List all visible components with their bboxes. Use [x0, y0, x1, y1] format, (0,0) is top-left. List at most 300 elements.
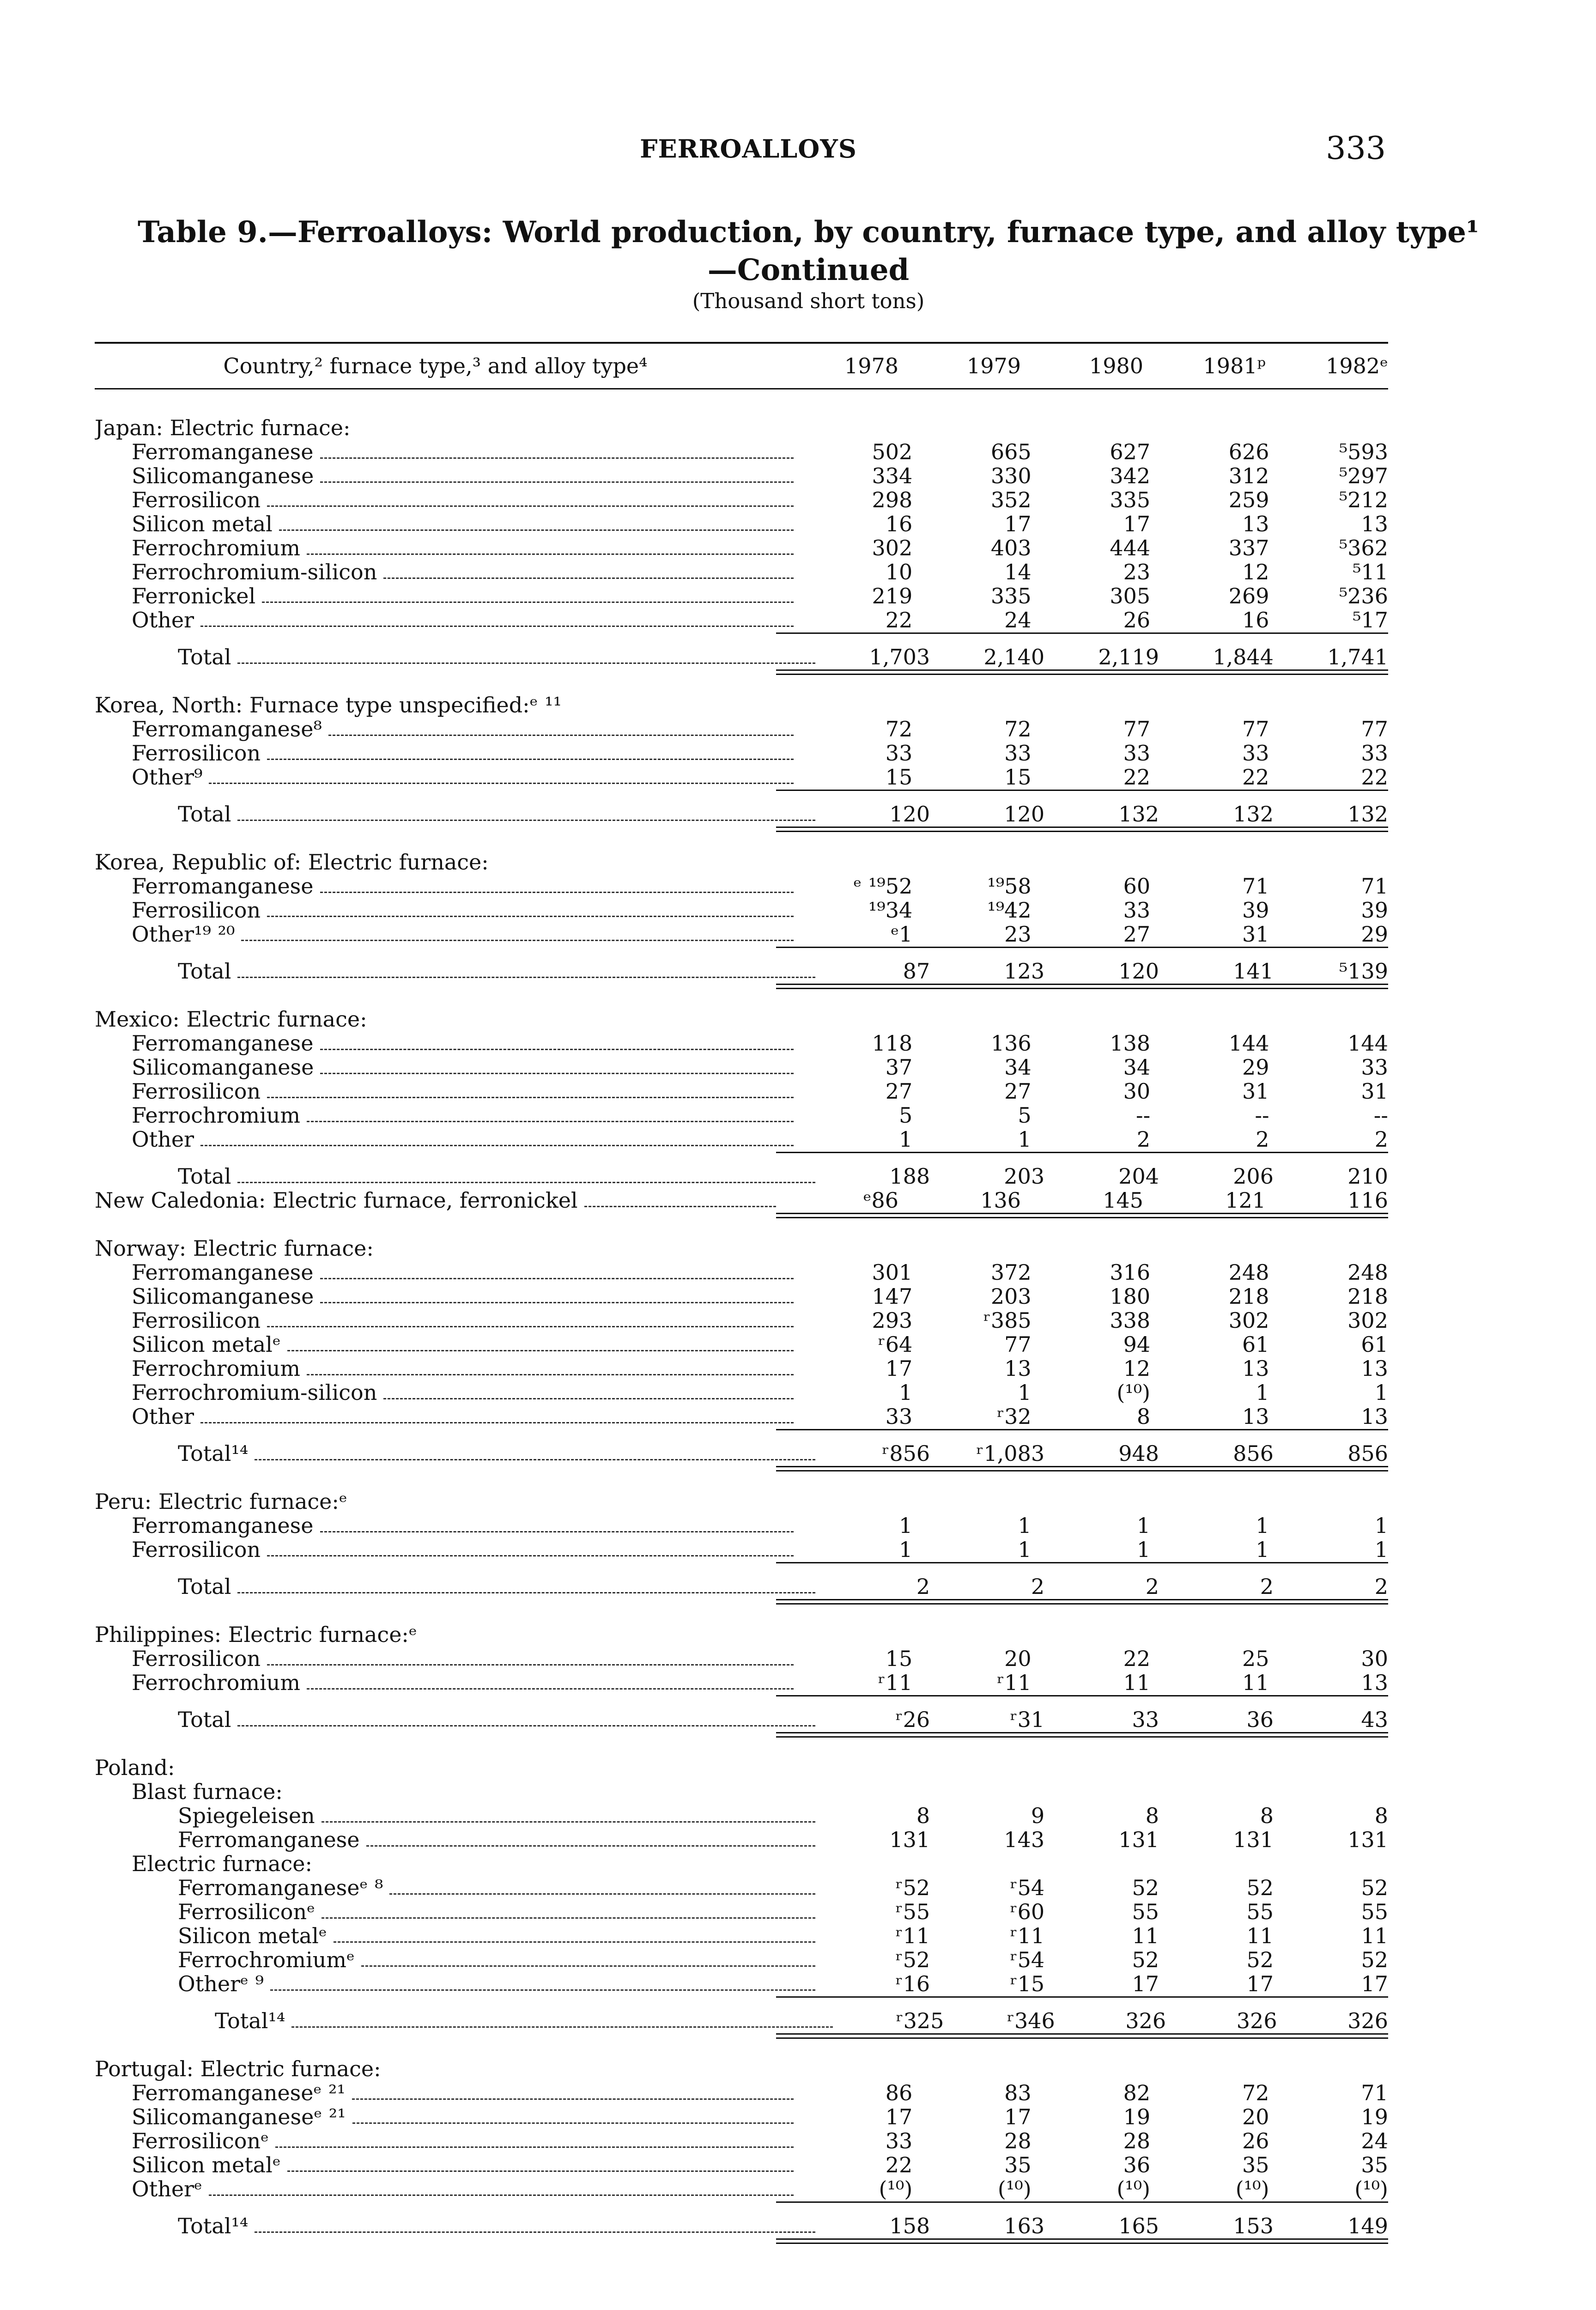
value-cell: 17: [885, 1356, 913, 1381]
value-cell: 16: [1242, 608, 1269, 632]
value-cell: 206: [1233, 1164, 1274, 1189]
table-row: [95, 1189, 1388, 1213]
total-row: [95, 2201, 1388, 2238]
value-cell: ¹⁹34: [868, 898, 913, 923]
dot-leader: [320, 892, 794, 893]
table-row: [95, 1538, 1388, 1562]
value-cell: 302: [872, 535, 913, 560]
row-label-cell: [95, 765, 794, 790]
value-cell: (¹⁰): [879, 2176, 913, 2201]
value-cell: 72: [885, 717, 913, 742]
row-label: Silicomanganese: [132, 1284, 314, 1309]
spacer: [95, 1732, 776, 1739]
value-cell: ᵉ ¹⁹52: [853, 874, 913, 899]
value-cell: 37: [885, 1055, 913, 1080]
spacer: [95, 1472, 1388, 1490]
row-label: Ferrosilicon: [132, 1308, 261, 1333]
rule-segment: [776, 1996, 1388, 1998]
rule-segment: [776, 790, 1388, 791]
value-cell: 61: [1242, 1332, 1269, 1357]
row-label: Silicomanganese: [132, 463, 314, 488]
row-label: Total: [178, 802, 231, 827]
row-label-cell: [95, 1332, 794, 1357]
total-row: [95, 790, 1388, 827]
spacer: [95, 1466, 776, 1472]
value-cell: 24: [1004, 608, 1032, 632]
table-row: [95, 1514, 1388, 1538]
total-double-rule: [95, 1732, 1388, 1739]
section-heading: Philippines: Electric furnace:ᵉ: [95, 1622, 417, 1647]
value-cell: 330: [990, 463, 1032, 488]
spacer: [95, 1213, 776, 1219]
header-year: 1981ᵖ: [1203, 353, 1266, 378]
rule-segment: [776, 2238, 1388, 2244]
row-label-cell: [95, 2008, 833, 2033]
value-cell: 52: [1132, 1947, 1159, 1972]
dot-leader: [287, 1350, 794, 1351]
dot-leader: [320, 1049, 794, 1050]
value-cell: ʳ52: [895, 1947, 930, 1972]
value-cell: 856: [1347, 1441, 1389, 1466]
value-cell: 2,140: [983, 644, 1045, 669]
section-heading-row: [95, 851, 1388, 875]
row-label-cell: [95, 535, 794, 560]
value-cell: 149: [1347, 2213, 1389, 2238]
value-cell: 9: [1031, 1803, 1045, 1828]
row-label-cell: [95, 415, 776, 440]
table-row: [95, 464, 1388, 488]
row-label-cell: [95, 1284, 794, 1309]
table-row: [95, 1924, 1388, 1948]
value-cell: 1: [899, 1537, 913, 1562]
value-cell: 301: [872, 1260, 913, 1285]
section-heading-row: [95, 1490, 1388, 1514]
value-cell: 31: [1242, 922, 1269, 947]
value-cell: 22: [1361, 765, 1388, 790]
row-label-cell: [95, 1707, 815, 1732]
value-cell: 61: [1361, 1332, 1388, 1357]
value-cell: 26: [1242, 2128, 1269, 2153]
table-row: [95, 440, 1388, 464]
value-cell: 5: [1018, 1103, 1032, 1128]
dot-leader: [209, 2194, 794, 2196]
row-label-cell: [95, 2176, 794, 2201]
row-label: Ferromanganese: [132, 439, 314, 464]
page-number: 333: [1326, 130, 1386, 167]
row-label-cell: [95, 1537, 794, 1562]
value-cell: 17: [1004, 511, 1032, 536]
value-cell: 13: [1361, 1404, 1388, 1429]
table-title: [92, 213, 1524, 289]
row-label-cell: [95, 1079, 794, 1104]
row-label-cell: [95, 1851, 794, 1876]
value-cell: 8: [1136, 1404, 1151, 1429]
value-cell: 17: [1361, 1971, 1389, 1996]
row-label: Ferrosilicon: [132, 898, 261, 923]
table-row: [95, 1972, 1388, 1996]
row-label: Otherᵉ ⁹: [178, 1971, 264, 1996]
row-label: Silicon metalᵉ: [178, 1923, 327, 1948]
table-row: [95, 2105, 1388, 2129]
row-label: Silicon metal: [132, 511, 273, 536]
dot-leader: [262, 602, 794, 603]
value-cell: 94: [1123, 1332, 1151, 1357]
value-cell: ʳ55: [895, 1899, 930, 1924]
table-row: [95, 1056, 1388, 1080]
value-cell: 219: [872, 584, 913, 608]
value-cell: 1: [1256, 1513, 1269, 1538]
value-cell: 2: [1256, 1127, 1269, 1152]
row-label-cell: [95, 2213, 815, 2238]
row-label-cell: [95, 644, 815, 669]
table-row: [95, 488, 1388, 512]
section-heading: Peru: Electric furnace:ᵉ: [95, 1489, 347, 1514]
dot-leader: [352, 2122, 794, 2124]
row-label-cell: [95, 1803, 815, 1828]
value-cell: 52: [1246, 1947, 1274, 1972]
total-row: [95, 1996, 1388, 2033]
value-cell: 121: [1225, 1188, 1266, 1213]
value-cell: 444: [1110, 535, 1151, 560]
rule-segment: [776, 1599, 1388, 1605]
value-cell: 335: [990, 584, 1032, 608]
dot-leader: [320, 1302, 794, 1303]
total-double-rule: [95, 1466, 1388, 1472]
row-label: Ferrochromium: [132, 1356, 300, 1381]
value-cell: ⁵236: [1339, 584, 1388, 608]
value-cell: 118: [872, 1031, 913, 1056]
value-cell: 136: [990, 1031, 1032, 1056]
table-row: [95, 1671, 1388, 1695]
row-label-cell: [95, 559, 794, 584]
value-cell: 120: [1004, 802, 1045, 827]
value-cell: 2: [1031, 1574, 1045, 1599]
value-cell: 158: [889, 2213, 930, 2238]
dot-leader: [320, 1278, 794, 1279]
value-cell: 19: [1361, 2104, 1388, 2129]
dot-leader: [255, 2231, 815, 2233]
table-row: [95, 1381, 1388, 1405]
dot-leader: [200, 626, 794, 627]
row-label-cell: [95, 2056, 776, 2081]
table-row: [95, 608, 1388, 632]
value-cell: 31: [1242, 1079, 1269, 1104]
dot-leader: [320, 1073, 794, 1074]
value-cell: 11: [1246, 1923, 1274, 1948]
table-title-line2: —Continued: [707, 253, 910, 287]
value-cell: 10: [885, 559, 913, 584]
value-cell: 25: [1242, 1646, 1269, 1671]
row-label-cell: [95, 1574, 815, 1599]
dot-leader: [307, 1688, 794, 1690]
value-cell: 52: [1361, 1875, 1389, 1900]
table-row: [95, 1333, 1388, 1357]
section-heading: Japan: Electric furnace:: [95, 415, 351, 440]
table-row: [95, 560, 1388, 584]
row-label-cell: [95, 2080, 794, 2105]
value-cell: ʳ16: [895, 1971, 930, 1996]
value-cell: 8: [1374, 1803, 1389, 1828]
table-row: [95, 1804, 1388, 1828]
section-heading: Korea, North: Furnace type unspecified:ᵉ ¹¹: [95, 693, 562, 717]
value-cell: --: [1373, 1103, 1388, 1128]
dot-leader: [279, 529, 794, 531]
dot-leader: [267, 505, 794, 507]
spacer: [95, 2040, 1388, 2057]
row-label-cell: [95, 1875, 815, 1900]
value-cell: 22: [1123, 1646, 1151, 1671]
row-label: Electric furnace:: [132, 1851, 313, 1876]
value-cell: 55: [1246, 1899, 1274, 1924]
row-label: New Caledonia: Electric furnace, ferronickel: [95, 1188, 578, 1213]
row-label: Ferrochromiumᵉ: [178, 1947, 355, 1972]
row-label-cell: [95, 1007, 776, 1032]
value-cell: 1: [1374, 1513, 1388, 1538]
dot-leader: [267, 1664, 794, 1666]
rule-segment: [776, 947, 1388, 948]
value-cell: 1: [1018, 1537, 1032, 1562]
value-cell: ʳ64: [878, 1332, 913, 1357]
row-label: Other¹⁹ ²⁰: [132, 922, 235, 947]
row-label-cell: [95, 1356, 794, 1381]
row-label-cell: [95, 1055, 794, 1080]
section-heading: Norway: Electric furnace:: [95, 1236, 374, 1261]
value-cell: (¹⁰): [1117, 1380, 1151, 1405]
value-cell: 33: [1004, 741, 1032, 766]
value-cell: 28: [1123, 2128, 1151, 2153]
table-body: [95, 416, 1388, 2262]
value-cell: 131: [1118, 1827, 1159, 1852]
dot-leader: [241, 940, 793, 941]
value-cell: 22: [1123, 765, 1151, 790]
row-label: Ferrochromium: [132, 1670, 300, 1695]
value-cell: 23: [1123, 559, 1151, 584]
value-cell: 856: [1233, 1441, 1274, 1466]
total-double-rule: [95, 984, 1388, 990]
value-cell: ⁵362: [1339, 535, 1388, 560]
row-label-cell: [95, 1755, 776, 1780]
dot-leader: [237, 1182, 815, 1183]
section-heading: Portugal: Electric furnace:: [95, 2056, 381, 2081]
table-row: [95, 1828, 1388, 1852]
value-cell: 12: [1123, 1356, 1151, 1381]
rule-segment: [776, 632, 1388, 634]
row-label-cell: [95, 1779, 794, 1804]
row-label: Total: [178, 1707, 231, 1732]
row-label: Ferromanganeseᵉ ²¹: [132, 2080, 346, 2105]
value-cell: 17: [1246, 1971, 1274, 1996]
section-heading-row: [95, 2057, 1388, 2081]
row-label-cell: [95, 1188, 776, 1213]
value-cell: 20: [1242, 2104, 1269, 2129]
value-cell: ⁵212: [1339, 487, 1388, 512]
row-label: Ferromanganese: [132, 1031, 314, 1056]
row-label-cell: [95, 439, 794, 464]
rule-segment: [776, 1152, 1388, 1153]
value-cell: 2: [1136, 1127, 1151, 1152]
value-cell: 335: [1110, 487, 1151, 512]
row-label: Ferrochromium-silicon: [132, 1380, 377, 1405]
row-label-cell: [95, 850, 776, 875]
dot-leader: [200, 1145, 794, 1146]
row-label: Spiegeleisen: [178, 1803, 315, 1828]
dot-leader: [267, 1555, 794, 1556]
table-row: [95, 1080, 1388, 1104]
value-cell: (¹⁰): [997, 2176, 1032, 2201]
rule-segment: [776, 1695, 1388, 1696]
dot-leader: [320, 481, 794, 483]
row-label: Total¹⁴: [178, 1441, 249, 1466]
value-cell: 13: [1004, 1356, 1032, 1381]
value-cell: 39: [1242, 898, 1269, 923]
value-cell: 16: [885, 511, 913, 536]
value-cell: 143: [1004, 1827, 1045, 1852]
table-row: [95, 1852, 1388, 1876]
value-cell: 248: [1228, 1260, 1269, 1285]
total-double-rule: [95, 669, 1388, 676]
value-cell: 8: [916, 1803, 930, 1828]
spacer: [95, 833, 1388, 851]
row-label: Ferromanganese: [132, 1513, 314, 1538]
header-year: 1979: [966, 353, 1021, 378]
value-cell: 1,741: [1327, 644, 1389, 669]
value-cell: 19: [1123, 2104, 1151, 2129]
value-cell: 22: [1242, 765, 1269, 790]
value-cell: 13: [1242, 1404, 1269, 1429]
table-row: [95, 717, 1388, 742]
row-label-cell: [95, 2152, 794, 2177]
value-cell: 145: [1103, 1188, 1143, 1213]
row-label: Blast furnace:: [132, 1779, 283, 1804]
value-cell: 502: [872, 439, 913, 464]
value-cell: 35: [1004, 2152, 1032, 2177]
dot-leader: [237, 977, 815, 978]
value-cell: 305: [1110, 584, 1151, 608]
value-cell: 8: [1145, 1803, 1159, 1828]
value-cell: 13: [1242, 1356, 1269, 1381]
section-heading-row: [95, 1237, 1388, 1261]
value-cell: 338: [1110, 1308, 1151, 1333]
value-cell: 1: [1018, 1380, 1032, 1405]
total-row: [95, 632, 1388, 669]
value-cell: ʳ11: [1010, 1923, 1045, 1948]
value-cell: 71: [1361, 2080, 1388, 2105]
row-label: Ferrosiliconᵉ: [178, 1899, 315, 1924]
value-cell: 132: [1118, 802, 1159, 827]
value-cell: 144: [1228, 1031, 1269, 1056]
value-cell: 120: [889, 802, 930, 827]
running-title: FERROALLOYS: [640, 134, 857, 164]
value-cell: 33: [885, 1404, 913, 1429]
row-label-cell: [95, 1899, 815, 1924]
value-cell: 1,844: [1213, 644, 1274, 669]
spacer: [95, 990, 1388, 1008]
value-cell: 203: [1004, 1164, 1045, 1189]
table-row: [95, 536, 1388, 560]
spacer: [95, 827, 776, 833]
spacer: [95, 669, 776, 676]
table-row: [95, 1405, 1388, 1429]
value-cell: 132: [1347, 802, 1389, 827]
value-cell: 138: [1110, 1031, 1151, 1056]
dot-leader: [267, 759, 794, 760]
value-cell: 34: [1123, 1055, 1151, 1080]
value-cell: 116: [1347, 1188, 1388, 1213]
row-label-cell: [95, 1308, 794, 1333]
table-row: [95, 766, 1388, 790]
value-cell: 14: [1004, 559, 1032, 584]
value-cell: 83: [1004, 2080, 1032, 2105]
total-double-rule: [95, 1213, 1388, 1219]
row-label: Ferromanganese⁸: [132, 717, 322, 742]
section-heading-row: [95, 1008, 1388, 1032]
value-cell: 13: [1242, 511, 1269, 536]
value-cell: 302: [1228, 1308, 1269, 1333]
total-double-rule: [95, 1599, 1388, 1605]
row-label-cell: [95, 898, 794, 923]
dot-leader: [287, 2170, 794, 2172]
row-label-cell: [95, 1127, 794, 1152]
value-cell: 147: [872, 1284, 913, 1309]
value-cell: 2: [1145, 1574, 1159, 1599]
value-cell: 1: [1136, 1513, 1151, 1538]
dot-leader: [328, 735, 794, 736]
spacer: [95, 2033, 776, 2040]
value-cell: ʳ385: [983, 1308, 1032, 1333]
value-cell: 13: [1361, 1356, 1388, 1381]
value-cell: 165: [1118, 2213, 1159, 2238]
value-cell: 342: [1110, 463, 1151, 488]
value-cell: 39: [1361, 898, 1388, 923]
value-cell: 33: [1132, 1707, 1159, 1732]
value-cell: 302: [1347, 1308, 1388, 1333]
table-row: [95, 1261, 1388, 1285]
value-cell: 52: [1361, 1947, 1389, 1972]
value-cell: 33: [1123, 741, 1151, 766]
value-cell: 372: [990, 1260, 1032, 1285]
value-cell: 15: [885, 765, 913, 790]
value-cell: (¹⁰): [1354, 2176, 1388, 2201]
value-cell: 204: [1118, 1164, 1159, 1189]
table-row: [95, 2153, 1388, 2177]
row-label-cell: [95, 463, 794, 488]
value-cell: ᵉ86: [863, 1188, 898, 1213]
row-label-cell: [95, 1489, 776, 1514]
total-row: [95, 1562, 1388, 1599]
value-cell: 55: [1361, 1899, 1389, 1924]
value-cell: 36: [1246, 1707, 1274, 1732]
row-label: Ferrosilicon: [132, 1079, 261, 1104]
value-cell: 26: [1123, 608, 1151, 632]
rule-segment: [776, 1466, 1388, 1471]
dot-leader: [267, 1097, 794, 1098]
table-row: [95, 1104, 1388, 1128]
row-label-cell: [95, 2128, 794, 2153]
value-cell: 33: [885, 2128, 913, 2153]
row-label: Silicomanganese: [132, 1055, 314, 1080]
section-heading: Poland:: [95, 1755, 175, 1780]
dot-leader: [209, 783, 793, 784]
value-cell: 34: [1004, 1055, 1032, 1080]
value-cell: ʳ11: [997, 1670, 1032, 1695]
value-cell: ʳ32: [997, 1404, 1032, 1429]
value-cell: 153: [1233, 2213, 1274, 2238]
section-heading: Mexico: Electric furnace:: [95, 1007, 367, 1032]
value-cell: 1: [899, 1380, 913, 1405]
value-cell: 11: [1242, 1670, 1269, 1695]
value-cell: 1: [1374, 1380, 1388, 1405]
dot-leader: [366, 1845, 816, 1847]
